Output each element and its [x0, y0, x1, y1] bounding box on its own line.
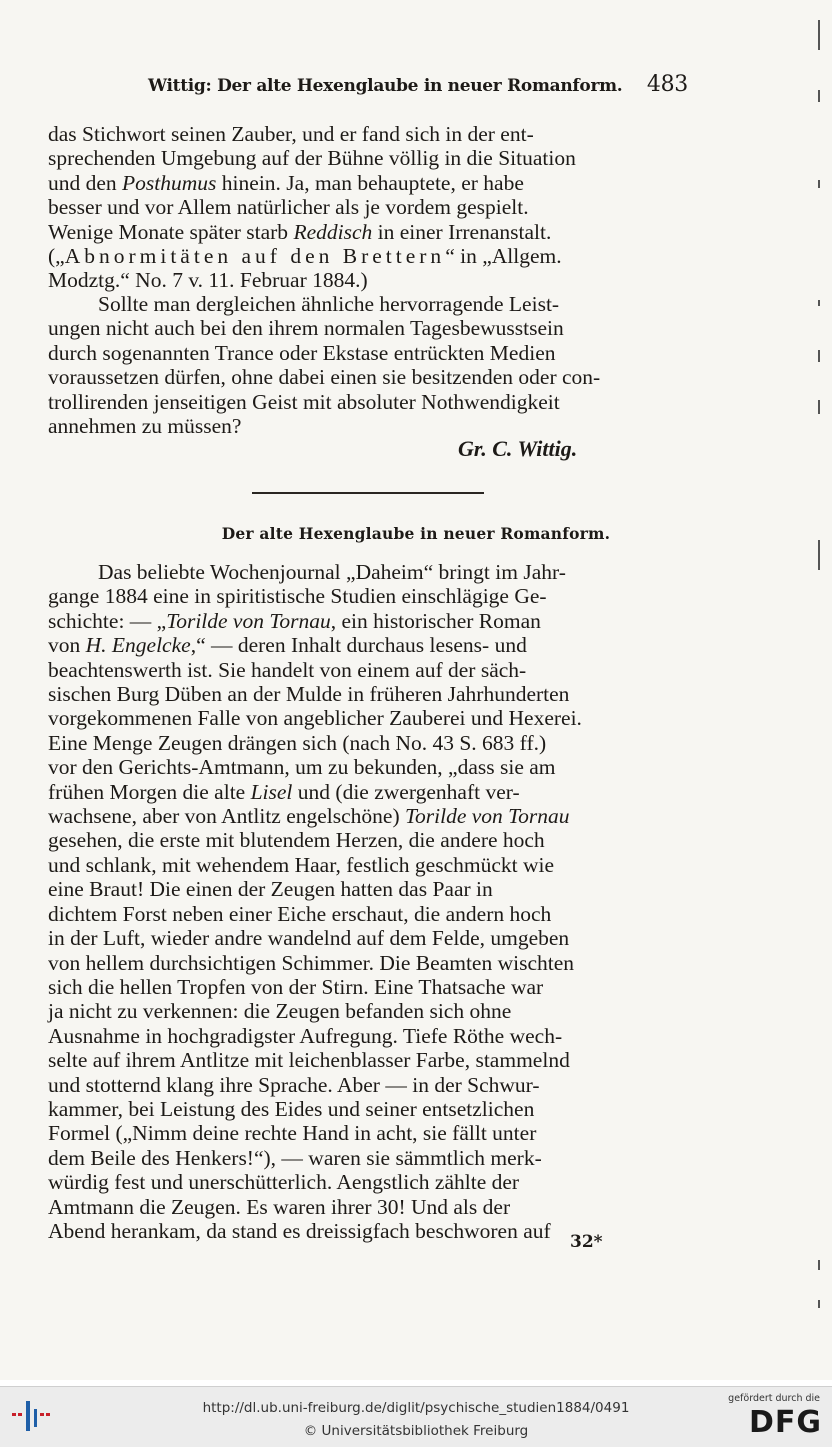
text-line: würdig fest und unerschütterlich. Aengstlich zählte der — [48, 1170, 520, 1195]
text-line: sischen Burg Düben an der Mulde in früheren Jahrhunderten — [48, 682, 570, 707]
text-line: dichtem Forst neben einer Eiche erschaut, die andern hoch — [48, 901, 552, 926]
page-number: 483 — [646, 72, 688, 97]
article-body — [48, 560, 690, 1243]
text-line: annehmen zu müssen? — [48, 414, 242, 439]
text-line: trollirenden jenseitigen Geist mit absoluter Nothwendigkeit — [48, 389, 560, 414]
text-line: das Stichwort seinen Zauber, und er fand sich in der ent- — [48, 122, 534, 146]
text-line: Abend herankam, da stand es dreissigfach beschworen auf — [48, 1218, 551, 1243]
signature-mark: 32* — [570, 1232, 603, 1252]
text-line: („Abnormitäten auf den Brettern“ in „Allgem. — [48, 244, 562, 269]
text-line: Amtmann die Zeugen. Es waren ihrer 30! Und als der — [48, 1194, 511, 1219]
text-line: Sollte man dergleichen ähnliche hervorragende Leist- — [98, 292, 560, 316]
emphasis: H. Engelcke — [85, 633, 191, 658]
text-line: in der Luft, wieder andre wandelnd auf dem Felde, umgeben — [48, 926, 570, 951]
paragraph-question — [48, 292, 690, 438]
text-line: Wenige Monate später starb Reddisch in einer Irrenanstalt. — [48, 219, 552, 244]
text-line: ja nicht zu verkennen: die Zeugen befanden sich ohne — [48, 999, 512, 1024]
running-title: Wittig: Der alte Hexenglaube in neuer Romanform. — [148, 76, 623, 96]
text-line: wachsene, aber von Antlitz engelschöne) Torilde von Tornau — [48, 804, 570, 829]
text-line: beachtenswerth ist. Sie handelt von einem auf der säch- — [48, 657, 527, 682]
text-line: vorgekommenen Falle von angeblicher Zauberei und Hexerei. — [48, 706, 582, 731]
spaced-emphasis: Abnormitäten auf den Brettern — [64, 244, 446, 269]
dfg-logo-icon: DFG — [748, 1405, 822, 1440]
text-line: schichte: — „Torilde von Tornau, ein historischer Roman — [48, 608, 541, 633]
emphasis: Torilde von Tornau — [166, 608, 331, 633]
text-line: Das beliebte Wochenjournal „Daheim“ bringt im Jahr- — [98, 560, 566, 584]
text-line: gesehen, die erste mit blutendem Herzen, die andere hoch — [48, 828, 545, 853]
text-line: kammer, bei Leistung des Eides und seiner entsetzlichen — [48, 1096, 535, 1121]
section-title: Der alte Hexenglaube in neuer Romanform. — [221, 524, 611, 543]
text-line: Modztg.“ No. 7 v. 11. Februar 1884.) — [48, 268, 368, 293]
emphasis: Posthumus — [122, 170, 217, 195]
copyright-notice: © Universitätsbibliothek Freiburg — [303, 1423, 529, 1439]
text-line: durch sogenannten Trance oder Ekstase entrückten Medien — [48, 340, 556, 365]
author-signature: Gr. C. Wittig. — [458, 436, 578, 461]
text-line: frühen Morgen die alte Lisel und (die zwergenhaft ver- — [48, 779, 520, 804]
paragraph-continuation — [48, 122, 690, 293]
emphasis: Lisel — [250, 779, 293, 804]
text-line: dem Beile des Henkers!“), — waren sie sämmtlich merk- — [48, 1145, 542, 1170]
text-line: selte auf ihrem Antlitze mit leichenblasser Farbe, stammelnd — [48, 1048, 570, 1073]
text-line: vor den Gerichts-Amtmann, um zu bekunden, „dass sie am — [48, 755, 556, 780]
section-divider — [252, 492, 484, 494]
permalink-url[interactable]: http://dl.ub.uni-freiburg.de/diglit/psychische_studien1884/0491 — [202, 1400, 630, 1416]
text-line: Ausnahme in hochgradigster Aufregung. Tiefe Röthe wech- — [48, 1023, 563, 1048]
text-line: und schlank, mit wehendem Haar, festlich geschmückt wie — [48, 852, 555, 877]
viewer-footer — [0, 1386, 832, 1447]
text-line: und den Posthumus hinein. Ja, man behauptete, er habe — [48, 170, 524, 195]
text-line: gange 1884 eine in spiritistische Studien einschlägige Ge- — [48, 584, 547, 609]
running-header — [148, 72, 688, 102]
text-line: Formel („Nimm deine rechte Hand in acht, sie fällt unter — [48, 1121, 537, 1146]
text-line: besser und vor Allem natürlicher als je vordem gespielt. — [48, 195, 529, 220]
text-line: sprechenden Umgebung auf der Bühne völlig in die Situation — [48, 146, 576, 171]
funding-caption: gefördert durch die — [728, 1393, 820, 1404]
text-line: eine Braut! Die einen der Zeugen hatten das Paar in — [48, 877, 493, 902]
text-line: Eine Menge Zeugen drängen sich (nach No. 43 S. 683 ff.) — [48, 730, 547, 755]
bleed-through-marks — [812, 0, 832, 1380]
emphasis: Reddisch — [293, 219, 373, 244]
text-line: von H. Engelcke,“ — deren Inhalt durchaus lesens- und — [48, 633, 527, 658]
emphasis: Torilde von Tornau — [405, 804, 570, 829]
text-line: ungen nicht auch bei den ihrem normalen Tagesbewusstsein — [48, 316, 564, 341]
text-line: sich die hellen Tropfen von der Stirn. Eine Thatsache war — [48, 974, 544, 999]
text-line: von hellem durchsichtigen Schimmer. Die Beamten wischten — [48, 950, 575, 975]
text-line: und stotternd klang ihre Sprache. Aber — in der Schwur- — [48, 1072, 540, 1097]
text-line: voraussetzen dürfen, ohne dabei einen sie besitzenden oder con- — [48, 365, 601, 390]
